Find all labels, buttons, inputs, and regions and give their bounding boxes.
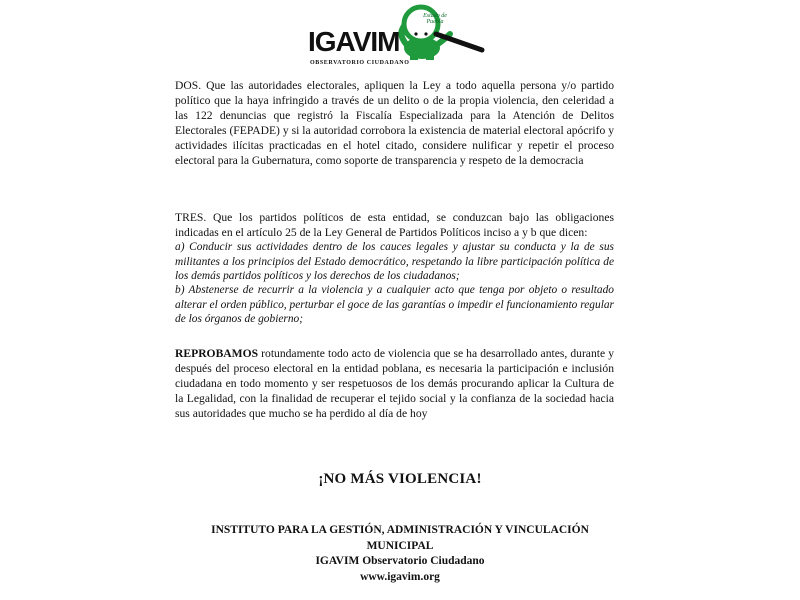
igavim-logo (306, 4, 484, 68)
footer-signature (0, 523, 800, 585)
paragraph-inciso-b: b) Abstenerse de recurrir a la violencia y a cualquier acto que tenga por objeto o resultado alterar el orden público, perturbar el goce de las garantías o impedir el funcionamiento regular de los órganos de gobierno; (175, 284, 614, 326)
badge-line-1: Estado de (423, 13, 447, 19)
slogan: ¡NO MÁS VIOLENCIA! (318, 471, 482, 487)
paragraph-inciso-a: a) Conducir sus actividades dentro de los cauces legales y ajustar su conducta y la de sus militantes a los principios del Estado democrático, respetando la libre participación política de los demás partidos políticos y los derechos de los ciudadanos; (175, 241, 614, 283)
footer-website: www.igavim.org (360, 570, 440, 583)
paragraph-dos: DOS. Que las autoridades electorales, apliquen la Ley a todo aquella persona y/o partido político que la haya infringido a través de un delito o de la propia violencia, den celeridad a las 122 denuncias que registró la Fiscalía Especializada para la Atención de Delitos Electorales (FEPADE) y si la autoridad corrobora la existencia de material electoral apócrifo y actividades ilícitas practicadas en el hotel citado, considere nulificar y repetir el proceso electoral para la Gubernatura, como soporte de transparencia y respeto de la democracia (175, 79, 614, 167)
paragraph-tres: TRES. Que los partidos políticos de esta entidad, se conduzcan bajo las obligaciones indicadas en el artículo 25 de la Ley General de Partidos Políticos inciso a y b que dicen: (175, 211, 614, 239)
footer-org-name: IGAVIM Observatorio Ciudadano (315, 555, 485, 567)
badge-line-2: Puebla (426, 19, 444, 25)
logo-subtitle: OBSERVATORIO CIUDADANO (310, 60, 410, 66)
logo-wordmark: IGAVIM (308, 26, 400, 57)
reprobamos-lead: REPROBAMOS (175, 347, 259, 360)
paragraph-reprobamos (175, 346, 614, 421)
footer-institute-line-2: MUNICIPAL (366, 539, 434, 552)
footer-institute-line: INSTITUTO PARA LA GESTIÓN, ADMINISTRACIÓN Y VINCULACIÓN (211, 524, 589, 536)
state-badge (420, 13, 450, 25)
reprobamos-text: rotundamente todo acto de violencia que se ha desarrollado antes, durante y después del proceso electoral en la entidad poblana, es necesaria la participación e inclusión ciudadana en todo momento y ser respetuosos de los demás procurando aplicar la Cultura de la Legalidad, con la finalidad de recuperar el tejido social y la confianza de la sociedad hacia sus autoridades que mucho se ha perdido al día de hoy (175, 347, 614, 420)
